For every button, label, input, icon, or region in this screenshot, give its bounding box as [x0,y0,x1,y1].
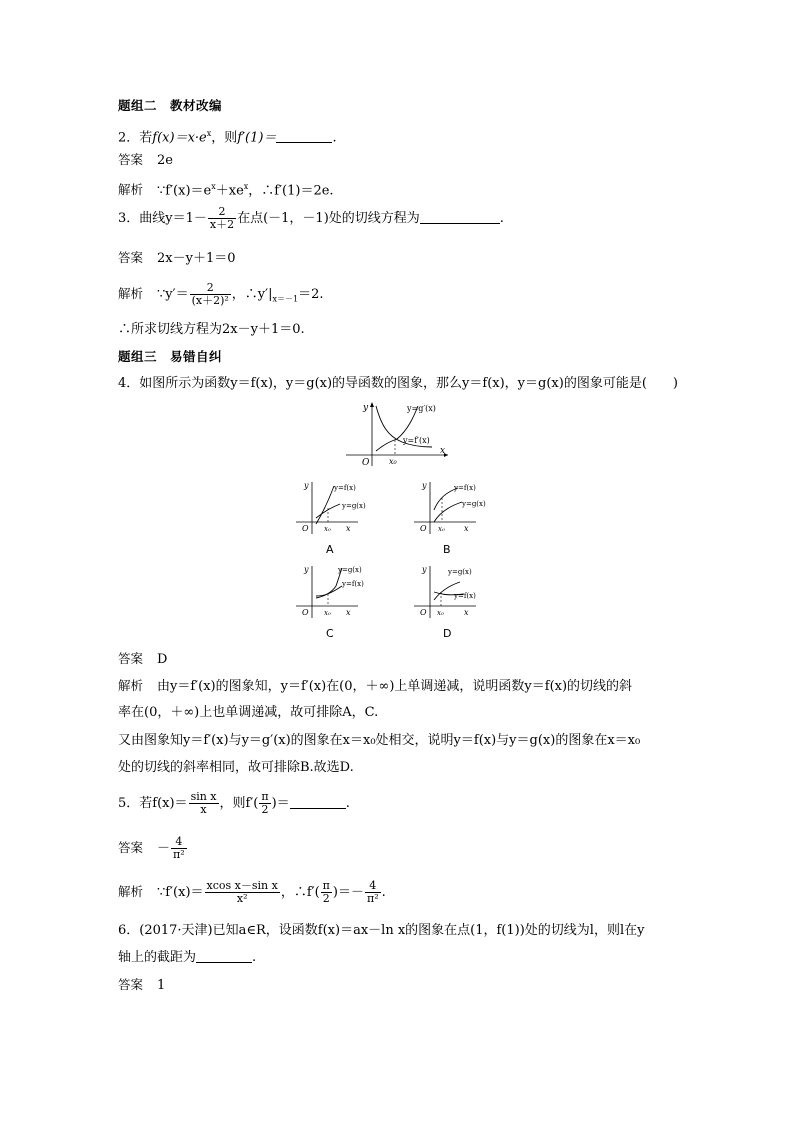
f-curve [316,586,342,596]
q5-fraction [189,791,219,816]
answer-label: 答案 [118,152,144,167]
answer-5-num: 4 [171,836,187,849]
answer-label: 答案 [118,977,144,992]
answer-6 [118,977,165,994]
option-b-bottom-label: y=g(x) [462,500,486,508]
option-c-bottom-label: y=f(x) [342,580,364,588]
s5-end: . [381,885,386,900]
answer-4 [118,651,167,668]
question-6-line1: 6．(2017·天津)已知a∈R，设函数f(x)＝ax－ln x的图象在点(1，f(1))处的切线为l，则l在y [118,923,645,938]
s2-text-b: ＋xe [215,183,244,199]
answer-5-fraction [171,836,187,861]
origin-label: O [362,458,370,468]
question-5: 5．若f(x)＝ $\frac{\text{sin x}}{x}$ ，则f′( $\frac{\pi}{2}$ )＝ . [118,790,350,816]
s5-eq: ＝－ [337,885,364,900]
question-3 [118,205,504,233]
answer-5-den: π² [173,848,185,861]
y-axis-arrow [370,402,374,407]
s2-exp1: x [211,182,216,191]
answer-value: 2x－y＋1＝0 [157,251,236,266]
g-curve [434,502,462,522]
q3-post: 在点(－1，－1)处的切线方程为 [237,211,420,226]
q5-end: . [345,796,350,811]
question-4: 4．如图所示为函数y＝f(x)，y＝g(x)的导函数的图象，那么y＝f(x)，y＝g(x)的图象可能是( ) [118,376,678,391]
svg-text:x₀: x₀ [437,609,444,617]
svg-text:O: O [420,524,427,533]
solution-3 [118,279,324,315]
answer-label: 答案 [118,250,144,265]
svg-text:x: x [464,608,469,617]
q2-exponent: x [206,129,212,138]
s3-post: ，∴y′| [231,287,273,302]
g-curve [316,504,340,518]
svg-text:x₀: x₀ [324,609,331,617]
option-d-graph [408,562,500,624]
svg-text:x₀: x₀ [438,525,445,533]
solution-3-conclusion: ∴所求切线方程为2x－y＋1＝0. [118,322,305,337]
solution-label: 解析 [118,678,144,693]
option-b-top-label: y=f(x) [454,484,476,492]
option-a-caption: A [326,543,334,556]
svg-text:O: O [420,608,427,617]
svg-text:x: x [346,608,351,617]
q2-answer-blank [276,130,332,143]
q2-derivative: f′(1)＝ [237,130,277,146]
f-curve [316,486,334,524]
s5-fraction-den: x² [236,892,248,905]
q2-number: 2．若 [118,130,153,146]
svg-text:O: O [302,608,309,617]
s3-end: ＝2. [298,287,324,302]
s5-result-den: π² [366,892,379,905]
s3-fraction [190,282,231,307]
s5-result-num: 4 [365,880,381,893]
option-c-graph [290,562,382,624]
s5-pi-num: π [322,879,330,892]
q6-text: 轴上的截距为 [118,950,197,965]
option-b-graph [408,478,500,540]
option-a-graph [290,478,382,540]
s5-pre: ∵f′(x)＝ [157,885,204,900]
group2-heading: 题组二 教材改编 [118,98,223,113]
x0-label: x₀ [389,457,397,466]
s5-mid: ，∴f′ [280,885,315,900]
answer-sign: － [157,841,171,856]
s5-fraction-num: xcos x－sin x [206,879,278,892]
q5-pi-num: π [261,790,269,803]
answer-value: D [157,652,168,667]
solution-4-line3: 又由图象知y＝f′(x)与y＝g′(x)的图象在x＝x₀处相交，说明y＝f(x)与y＝g(x)的图象在x＝x₀ [118,733,641,748]
s5-pi-fraction [321,880,332,905]
option-a-bottom-label: y=g(x) [342,502,366,510]
s2-text-c: ，∴f′(1)＝2e. [248,183,334,199]
answer-3 [118,250,236,267]
option-d-caption: D [443,627,452,640]
q2-function: f(x)＝x·e [152,130,207,146]
solution-2 [118,179,334,199]
solution-5: 解析 ∵f′(x)＝ $\frac{\text{xcos x－sin x}}{\text{x²}}$ ，∴f′( $\frac{\pi}{2}$ )＝－ $\frac{4}{\text{π²}}$ . [118,879,386,905]
q3-pre: 3．曲线y＝1－ [118,211,207,226]
s5-fraction [205,880,280,905]
q5-mid: ，则f′ [219,796,254,811]
option-c-caption: C [326,627,334,640]
s5-pi-den: 2 [322,892,330,905]
q2-mid: ，则 [211,130,238,146]
solution-4-line4: 处的切线的斜率相同，故可排除B.故选D. [118,760,354,775]
solution-4-line1 [118,678,632,695]
q5-fraction-den: x [200,803,207,816]
q5-pi-den: 2 [261,803,269,816]
q2-end: . [332,130,337,146]
svg-text:y: y [422,481,427,490]
g-prime-label: y=g′(x) [407,404,436,413]
q5-answer-blank [290,796,346,809]
solution-label: 解析 [118,182,144,198]
solution-4-line2: 率在(0，＋∞)上也单调递减，故可排除A，C. [118,705,379,720]
q3-answer-blank [420,211,500,224]
y-label: y [363,403,369,413]
svg-text:y: y [304,481,309,490]
question-2 [118,126,337,146]
s3-fraction-den: (x＋2)² [191,294,229,307]
answer-value: 2e [157,153,173,168]
q3-fraction-num: 2 [208,206,236,219]
s2-exp2: x [243,182,249,191]
svg-text:y: y [422,565,427,574]
answer-label: 答案 [118,651,144,666]
q5-pi-fraction [259,791,270,816]
svg-text:O: O [302,524,309,533]
x-label: x [440,446,446,456]
s5-result-fraction [365,880,381,905]
f-prime-label: y=f′(x) [403,436,430,445]
svg-text:y: y [304,565,309,574]
solution-label: 解析 [118,884,144,899]
answer-label: 答案 [118,840,144,855]
q3-fraction-den: x＋2 [209,218,235,231]
option-b-caption: B [443,543,451,556]
svg-text:x: x [464,524,469,533]
group3-heading: 题组三 易错自纠 [118,349,223,364]
answer-2 [118,152,173,169]
option-a-top-label: y=f(x) [334,484,356,492]
s3-sub: x＝－1 [272,294,299,304]
q3-fraction [208,206,236,231]
option-d-top-label: y=g(x) [448,568,472,576]
s2-text-a: ∵f′(x)＝e [157,183,212,199]
q5-fraction-num: sin x [190,790,217,803]
q5-post: ＝ [276,796,290,811]
s3-pre: ∵y′＝ [157,287,189,302]
q6-end: . [252,950,257,965]
q6-answer-blank [196,950,252,963]
answer-5 [118,832,188,865]
s4-text: 由y＝f′(x)的图象知，y＝f′(x)在(0，＋∞)上单调递减，说明函数y＝f(x)的切线的斜 [157,679,633,694]
q3-end: . [499,211,504,226]
q5-pre: 5．若f(x)＝ [118,796,188,811]
question-6-line2 [118,950,256,966]
derivative-graph [340,398,452,470]
answer-value: 1 [157,978,166,993]
option-c-top-label: y=g(x) [338,566,362,574]
solution-label: 解析 [118,286,144,301]
option-d-bottom-label: y=f(x) [454,592,476,600]
s3-fraction-num: 2 [190,282,231,295]
svg-text:x₀: x₀ [324,525,331,533]
svg-text:x: x [346,524,351,533]
